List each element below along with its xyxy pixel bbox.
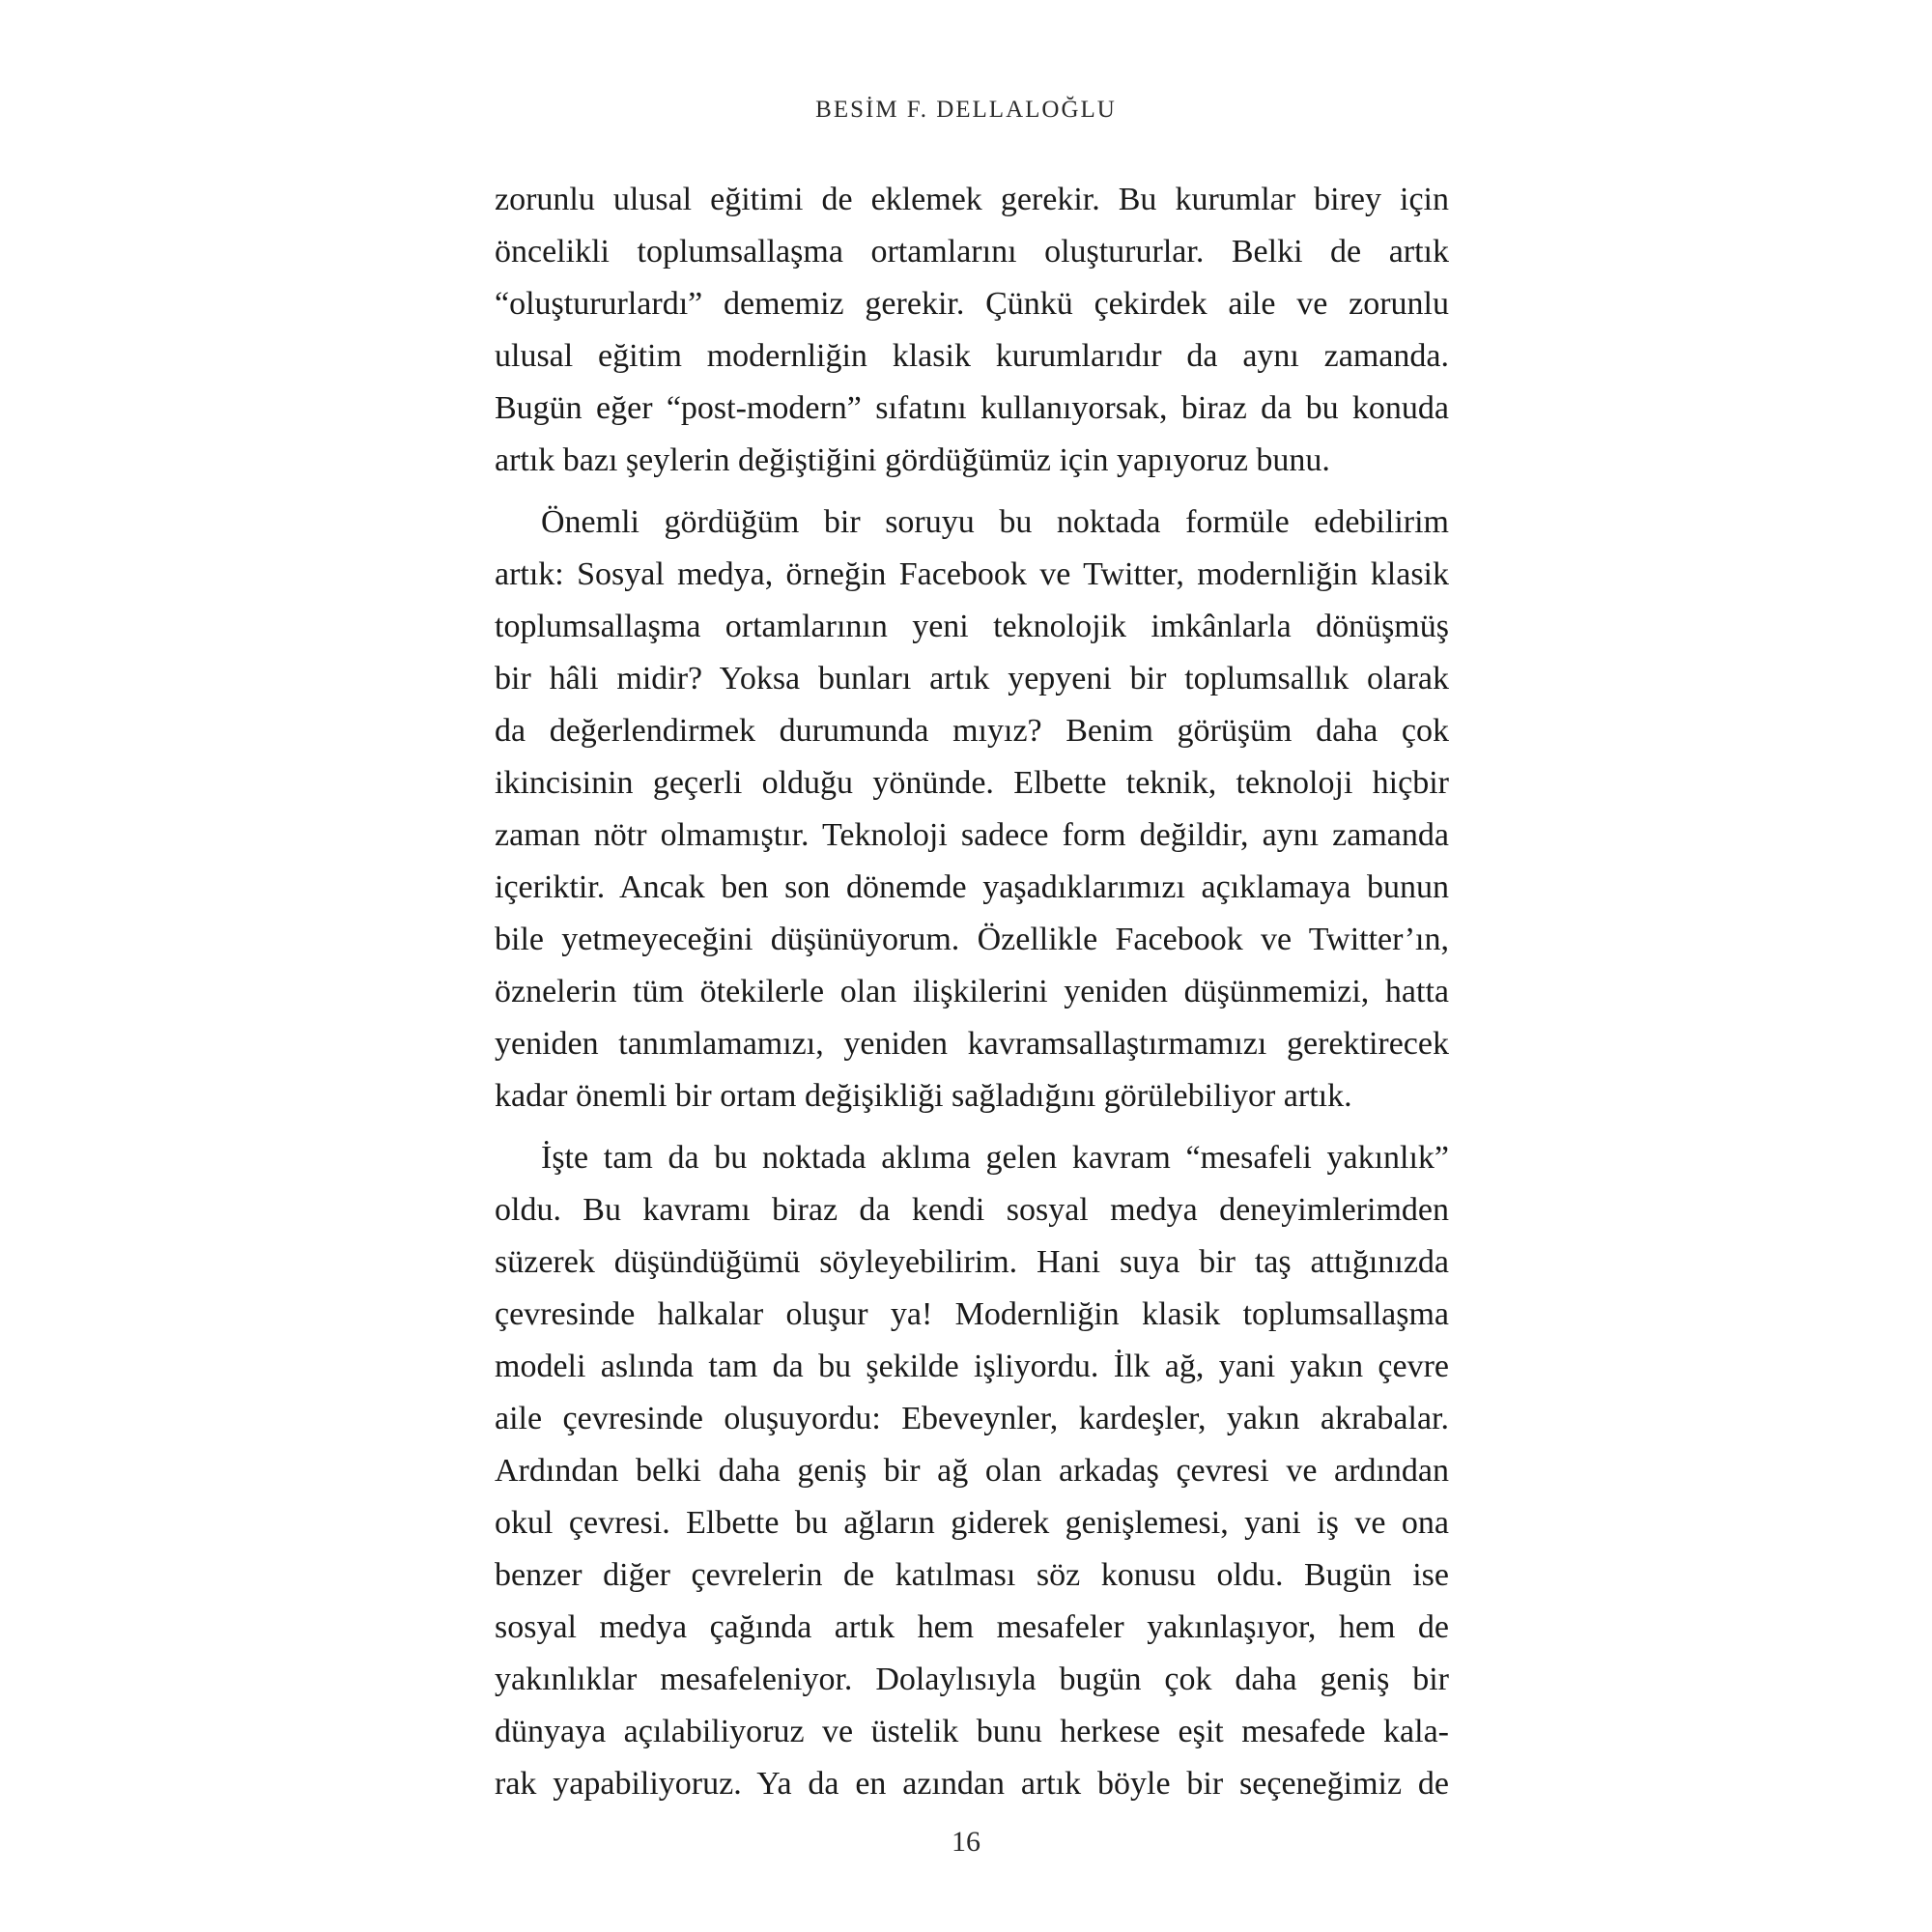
text-line: oldu. Bu kavramı biraz da kendi sosyal medya deneyimlerimden bbox=[495, 1192, 1449, 1228]
text-line: Önemli gördüğüm bir soruyu bu noktada formüle edebilirim bbox=[541, 504, 1449, 540]
text-line: süzerek düşündüğümü söyleyebilirim. Hani suya bir taş attığınızda bbox=[495, 1244, 1449, 1280]
running-header: BESİM F. DELLALOĞLU bbox=[815, 97, 1117, 123]
body-text bbox=[495, 174, 1449, 1810]
text-line: yakınlıklar mesafeleniyor. Dolaylısıyla bugün çok daha geniş bir bbox=[495, 1662, 1449, 1697]
page-number: 16 bbox=[952, 1826, 980, 1858]
text-line: yeniden tanımlamamızı, yeniden kavramsallaştırmamızı gerektirecek bbox=[495, 1026, 1449, 1062]
text-line: “oluştururlardı” dememiz gerekir. Çünkü çekirdek aile ve zorunlu bbox=[495, 286, 1449, 322]
text-line: bile yetmeyeceğini düşünüyorum. Özellikle Facebook ve Twitter’ın, bbox=[495, 922, 1449, 957]
text-line: öznelerin tüm ötekilerle olan ilişkilerini yeniden düşünmemizi, hatta bbox=[495, 974, 1449, 1009]
text-line: öncelikli toplumsallaşma ortamlarını oluştururlar. Belki de artık bbox=[495, 234, 1449, 270]
paragraph-1 bbox=[495, 174, 1449, 487]
text-line: ikincisinin geçerli olduğu yönünde. Elbette teknik, teknoloji hiçbir bbox=[495, 765, 1449, 801]
text-line: benzer diğer çevrelerin de katılması söz konusu oldu. Bugün ise bbox=[495, 1557, 1449, 1593]
text-line: rak yapabiliyoruz. Ya da en azından artık böyle bir seçeneğimiz de bbox=[495, 1766, 1449, 1802]
text-line: ulusal eğitim modernliğin klasik kurumlarıdır da aynı zamanda. bbox=[495, 338, 1449, 374]
text-line: Ardından belki daha geniş bir ağ olan arkadaş çevresi ve ardından bbox=[495, 1453, 1449, 1489]
text-line: artık: Sosyal medya, örneğin Facebook ve Twitter, modernliğin klasik bbox=[495, 556, 1449, 592]
text-line: toplumsallaşma ortamlarının yeni teknolojik imkânlarla dönüşmüş bbox=[495, 609, 1449, 644]
text-line: da değerlendirmek durumunda mıyız? Benim görüşüm daha çok bbox=[495, 713, 1449, 749]
text-line: zaman nötr olmamıştır. Teknoloji sadece form değildir, aynı zamanda bbox=[495, 817, 1449, 853]
text-line: okul çevresi. Elbette bu ağların giderek genişlemesi, yani iş ve ona bbox=[495, 1505, 1449, 1541]
paragraph-3 bbox=[495, 1132, 1449, 1810]
text-line: Bugün eğer “post-modern” sıfatını kullanıyorsak, biraz da bu konuda bbox=[495, 390, 1449, 426]
text-line: çevresinde halkalar oluşur ya! Modernliğin klasik toplumsallaşma bbox=[495, 1296, 1449, 1332]
text-line: aile çevresinde oluşuyordu: Ebeveynler, kardeşler, yakın akrabalar. bbox=[495, 1401, 1449, 1436]
text-line: modeli aslında tam da bu şekilde işliyordu. İlk ağ, yani yakın çevre bbox=[495, 1349, 1449, 1384]
text-line: İşte tam da bu noktada aklıma gelen kavram “mesafeli yakınlık” bbox=[541, 1140, 1449, 1176]
paragraph-2 bbox=[495, 497, 1449, 1122]
text-line: bir hâli midir? Yoksa bunları artık yepyeni bir toplumsallık olarak bbox=[495, 661, 1449, 696]
text-line: dünyaya açılabiliyoruz ve üstelik bunu herkese eşit mesafede kala- bbox=[495, 1714, 1449, 1749]
text-line: kadar önemli bir ortam değişikliği sağladığını görülebiliyor artık. bbox=[495, 1078, 1352, 1114]
text-line: sosyal medya çağında artık hem mesafeler yakınlaşıyor, hem de bbox=[495, 1609, 1449, 1645]
text-line: içeriktir. Ancak ben son dönemde yaşadıklarımızı açıklamaya bunun bbox=[495, 869, 1449, 905]
text-line: artık bazı şeylerin değiştiğini gördüğümüz için yapıyoruz bunu. bbox=[495, 442, 1330, 478]
text-line: zorunlu ulusal eğitimi de eklemek gerekir. Bu kurumlar birey için bbox=[495, 182, 1449, 217]
